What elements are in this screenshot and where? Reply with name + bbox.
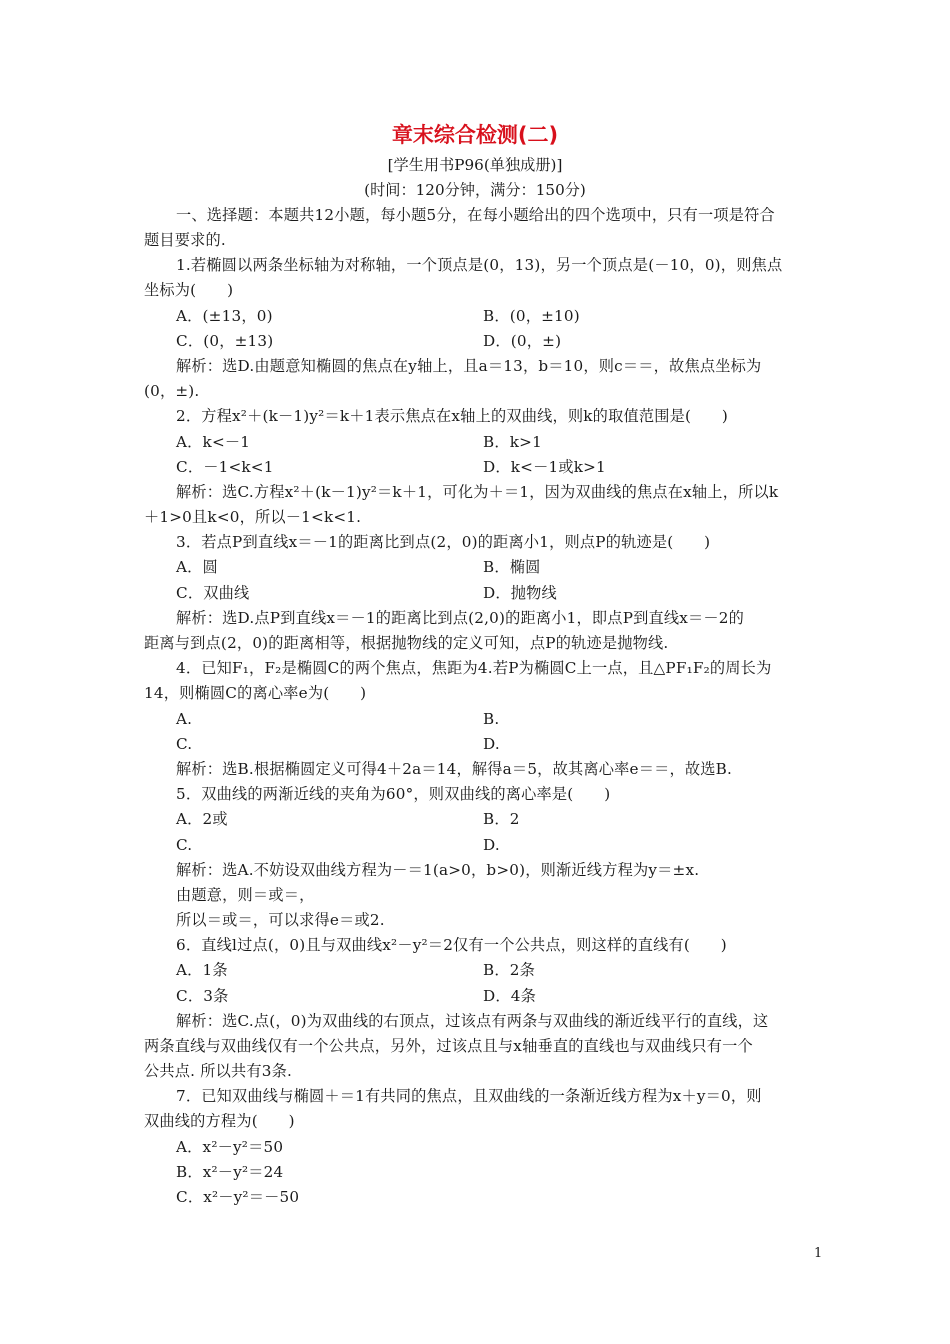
q7-option-b: B．x²－y²＝24 [176,1163,284,1181]
section-heading: 一、选择题：本题共12小题，每小题5分，在每小题给出的四个选项中，只有一项是符合 [176,206,775,224]
q6-option-c: C．3条 [176,987,229,1005]
q6-option-b: B．2条 [483,961,535,979]
question-4: 4．已知F₁，F₂是椭圆C的两个焦点，焦距为4.若P为椭圆C上一点，且△PF₁F₂的周长为 [176,659,772,677]
q3-option-d: D．抛物线 [483,584,557,602]
section-heading-cont: 题目要求的. [144,231,226,249]
q3-option-c: C．双曲线 [176,584,250,602]
q6-solution: 解析：选C.点(，0)为双曲线的右顶点，过该点有两条与双曲线的渐近线平行的直线，这 [176,1012,769,1030]
question-7-cont: 双曲线的方程为( ) [144,1112,295,1130]
q5-solution-line2: 由题意，则＝或＝， [176,886,315,904]
q2-option-a: A．k<－1 [176,433,251,451]
question-6: 6．直线l过点(，0)且与双曲线x²－y²＝2仅有一个公共点，则这样的直线有( ) [176,936,727,954]
q5-option-d: D. [483,836,500,854]
question-1: 1.若椭圆以两条坐标轴为对称轴，一个顶点是(0，13)，另一个顶点是(－10，0)，则焦点 [176,256,783,274]
q3-solution-cont: 距离与到点(2，0)的距离相等，根据抛物线的定义可知，点P的轨迹是抛物线. [144,634,669,652]
q3-option-b: B．椭圆 [483,558,541,576]
page-title: 章末综合检测(二) [391,123,559,147]
q4-option-d: D. [483,735,500,753]
book-reference: [学生用书P96(单独成册)] [387,156,563,174]
q2-option-d: D．k<－1或k>1 [483,458,606,476]
question-4-cont: 14，则椭圆C的离心率e为( ) [144,684,367,702]
q5-solution: 解析：选A.不妨设双曲线方程为－＝1(a>0，b>0)，则渐近线方程为y＝±x. [176,861,700,879]
q5-option-b: B．2 [483,810,520,828]
question-1-cont: 坐标为( ) [144,281,234,299]
q1-option-c: C．(0，±13) [176,332,274,350]
q2-option-c: C．－1<k<1 [176,458,274,476]
q7-option-a: A．x²－y²＝50 [176,1138,284,1156]
q7-option-c: C．x²－y²＝－50 [176,1188,300,1206]
q6-option-a: A．1条 [176,961,228,979]
page-number: 1 [814,1246,823,1261]
q4-solution: 解析：选B.根据椭圆定义可得4＋2a＝14，解得a＝5，故其离心率e＝＝，故选B. [176,760,733,778]
q6-solution-cont: 两条直线与双曲线仅有一个公共点，另外，过该点且与x轴垂直的直线也与双曲线只有一个 [144,1037,753,1055]
q4-option-b: B. [483,710,500,728]
q3-solution: 解析：选D.点P到直线x＝－1的距离比到点(2,0)的距离小1，即点P到直线x＝－2的 [176,609,745,627]
q5-solution-line3: 所以＝或＝，可以求得e＝或2. [176,911,385,929]
question-2: 2．方程x²＋(k－1)y²＝k＋1表示焦点在x轴上的双曲线，则k的取值范围是( ) [176,407,729,425]
q4-option-a: A. [176,710,193,728]
question-7: 7．已知双曲线与椭圆＋＝1有共同的焦点，且双曲线的一条渐近线方程为x＋y＝0，则 [176,1087,762,1105]
q1-solution-cont: (0，±). [144,382,200,400]
q6-solution-cont2: 公共点. 所以共有3条. [144,1062,293,1080]
question-3: 3．若点P到直线x＝－1的距离比到点(2，0)的距离小1，则点P的轨迹是( ) [176,533,711,551]
q2-solution: 解析：选C.方程x²＋(k－1)y²＝k＋1，可化为＋＝1，因为双曲线的焦点在x轴上，所以k [176,483,779,501]
q5-option-a: A．2或 [176,810,228,828]
question-5: 5．双曲线的两渐近线的夹角为60°，则双曲线的离心率是( ) [176,785,611,803]
q1-option-d: D．(0，±) [483,332,562,350]
q3-option-a: A．圆 [176,558,218,576]
q2-option-b: B．k>1 [483,433,542,451]
q1-option-b: B．(0，±10) [483,307,580,325]
q2-solution-cont: ＋1>0且k<0，所以－1<k<1. [144,508,362,526]
time-and-score: (时间：120分钟，满分：150分) [364,181,586,199]
q4-option-c: C. [176,735,193,753]
q1-solution: 解析：选D.由题意知椭圆的焦点在y轴上，且a＝13，b＝10，则c＝＝，故焦点坐标为 [176,357,762,375]
q5-option-c: C. [176,836,193,854]
q6-option-d: D．4条 [483,987,537,1005]
q1-option-a: A．(±13，0) [176,307,273,325]
